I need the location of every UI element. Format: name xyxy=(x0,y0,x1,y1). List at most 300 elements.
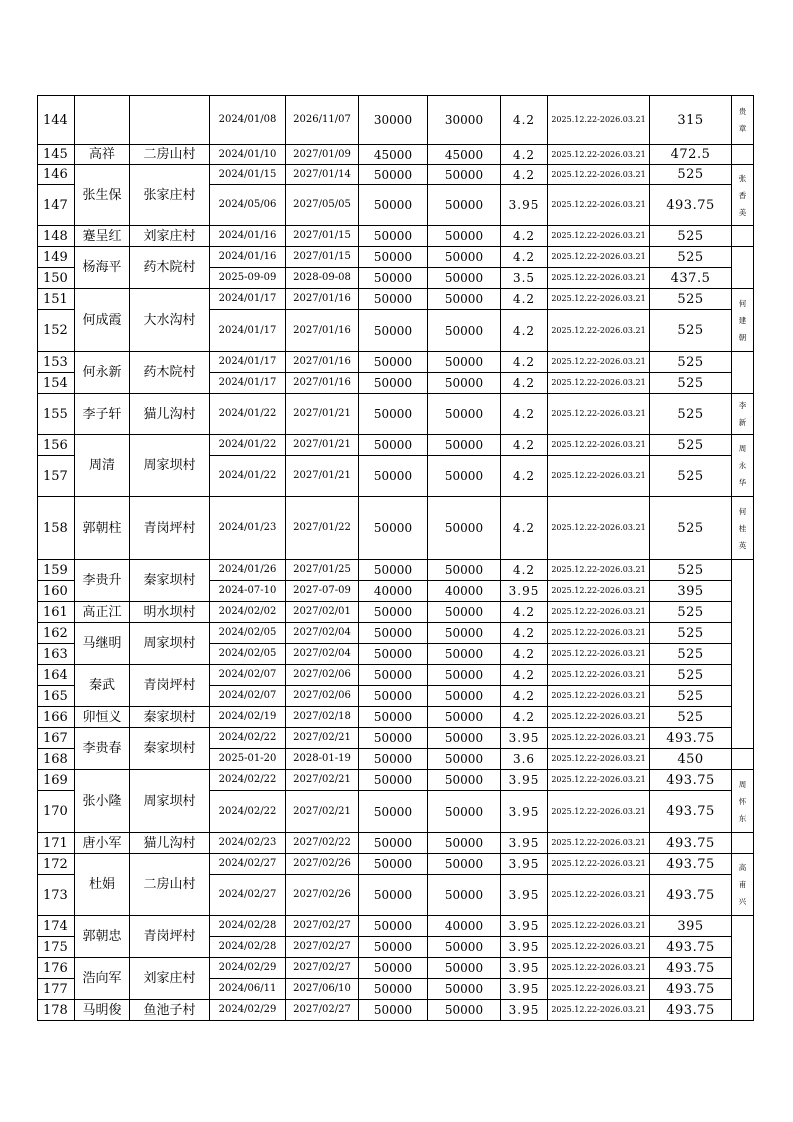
interest-rate: 4.2 xyxy=(501,686,548,707)
interest-amount: 525 xyxy=(650,435,732,456)
loan-amount: 50000 xyxy=(359,1000,428,1021)
guarantor-char: 何 xyxy=(738,298,747,308)
village-name: 青岗坪村 xyxy=(130,497,210,560)
borrower-name: 蹇呈红 xyxy=(75,226,130,247)
guarantor-char: 永 xyxy=(738,461,747,470)
interest-period: 2025.12.22-2026.03.21 xyxy=(548,686,650,707)
loan-start-date: 2024/01/26 xyxy=(210,560,286,581)
guarantor-note xyxy=(732,352,754,394)
interest-rate: 3.95 xyxy=(501,581,548,602)
village-name: 猫儿沟村 xyxy=(130,833,210,854)
loan-end-date: 2027/01/15 xyxy=(286,247,359,268)
loan-amount: 50000 xyxy=(359,854,428,875)
interest-period: 2025.12.22-2026.03.21 xyxy=(548,707,650,728)
village-name: 明水坝村 xyxy=(130,602,210,623)
borrower-name: 卯恒义 xyxy=(75,707,130,728)
guarantor-note xyxy=(732,165,754,226)
loan-end-date: 2027/02/21 xyxy=(286,728,359,749)
table-row xyxy=(38,916,754,937)
interest-amount: 525 xyxy=(650,707,732,728)
row-number: 170 xyxy=(38,791,75,833)
loan-balance: 50000 xyxy=(428,268,501,289)
interest-amount: 525 xyxy=(650,289,732,310)
interest-rate: 4.2 xyxy=(501,644,548,665)
interest-period: 2025.12.22-2026.03.21 xyxy=(548,937,650,958)
interest-amount: 493.75 xyxy=(650,854,732,875)
loan-start-date: 2024/06/11 xyxy=(210,979,286,1000)
table-row xyxy=(38,289,754,310)
loan-amount: 30000 xyxy=(359,96,428,145)
loan-amount: 50000 xyxy=(359,686,428,707)
loan-end-date: 2027/01/22 xyxy=(286,497,359,560)
loan-end-date: 2027/01/16 xyxy=(286,373,359,394)
loan-amount: 50000 xyxy=(359,979,428,1000)
loan-start-date: 2024/02/27 xyxy=(210,854,286,875)
loan-end-date: 2027/01/25 xyxy=(286,560,359,581)
loan-end-date: 2027/02/01 xyxy=(286,602,359,623)
loan-amount: 50000 xyxy=(359,165,428,185)
loan-balance: 50000 xyxy=(428,289,501,310)
guarantor-char: 桂 xyxy=(738,523,747,533)
interest-rate: 4.2 xyxy=(501,145,548,165)
borrower-name: 马继明 xyxy=(75,623,130,665)
loan-balance: 50000 xyxy=(428,833,501,854)
village-name: 刘家庄村 xyxy=(130,958,210,1000)
interest-amount: 472.5 xyxy=(650,145,732,165)
interest-amount: 525 xyxy=(650,352,732,373)
interest-amount: 493.75 xyxy=(650,728,732,749)
borrower-name: 张小隆 xyxy=(75,770,130,833)
loan-start-date: 2024/02/22 xyxy=(210,728,286,749)
table-row xyxy=(38,226,754,247)
row-number: 171 xyxy=(38,833,75,854)
guarantor-char: 英 xyxy=(738,540,747,550)
guarantor-char: 香 xyxy=(738,190,747,200)
interest-period: 2025.12.22-2026.03.21 xyxy=(548,958,650,979)
guarantor-note xyxy=(732,560,754,749)
interest-amount: 525 xyxy=(650,226,732,247)
row-number: 162 xyxy=(38,623,75,644)
village-name: 鱼池子村 xyxy=(130,1000,210,1021)
borrower-name: 何成霞 xyxy=(75,289,130,352)
interest-rate: 4.2 xyxy=(501,435,548,456)
loan-start-date: 2024/01/22 xyxy=(210,435,286,456)
loan-start-date: 2024-07-10 xyxy=(210,581,286,602)
loan-start-date: 2024/01/17 xyxy=(210,289,286,310)
table-row xyxy=(38,623,754,644)
village-name: 二房山村 xyxy=(130,854,210,916)
interest-amount: 395 xyxy=(650,581,732,602)
guarantor-note xyxy=(732,247,754,289)
interest-rate: 4.2 xyxy=(501,602,548,623)
loan-end-date: 2027/01/14 xyxy=(286,165,359,185)
row-number: 176 xyxy=(38,958,75,979)
row-number: 160 xyxy=(38,581,75,602)
loan-end-date: 2027/02/27 xyxy=(286,937,359,958)
row-number: 157 xyxy=(38,456,75,497)
loan-amount: 50000 xyxy=(359,791,428,833)
table-row xyxy=(38,602,754,623)
loan-start-date: 2024/01/23 xyxy=(210,497,286,560)
row-number: 168 xyxy=(38,749,75,770)
interest-rate: 3.95 xyxy=(501,1000,548,1021)
loan-amount: 50000 xyxy=(359,665,428,686)
loan-start-date: 2024/02/28 xyxy=(210,937,286,958)
loan-end-date: 2027/01/15 xyxy=(286,226,359,247)
interest-period: 2025.12.22-2026.03.21 xyxy=(548,728,650,749)
loan-start-date: 2024/01/22 xyxy=(210,394,286,435)
loan-amount: 50000 xyxy=(359,875,428,916)
interest-amount: 525 xyxy=(650,623,732,644)
loan-end-date: 2027/02/04 xyxy=(286,644,359,665)
guarantor-char: 新 xyxy=(738,418,747,427)
loan-amount: 50000 xyxy=(359,268,428,289)
loan-balance: 50000 xyxy=(428,958,501,979)
interest-amount: 525 xyxy=(650,247,732,268)
loan-end-date: 2027/02/18 xyxy=(286,707,359,728)
interest-rate: 3.6 xyxy=(501,749,548,770)
interest-period: 2025.12.22-2026.03.21 xyxy=(548,791,650,833)
borrower-name: 马明俊 xyxy=(75,1000,130,1021)
interest-period: 2025.12.22-2026.03.21 xyxy=(548,185,650,226)
loan-amount: 50000 xyxy=(359,749,428,770)
interest-rate: 3.95 xyxy=(501,937,548,958)
interest-amount: 525 xyxy=(650,686,732,707)
loan-end-date: 2027/01/16 xyxy=(286,289,359,310)
loan-balance: 50000 xyxy=(428,937,501,958)
loan-start-date: 2024/02/23 xyxy=(210,833,286,854)
interest-amount: 525 xyxy=(650,373,732,394)
loan-start-date: 2024/01/16 xyxy=(210,247,286,268)
interest-period: 2025.12.22-2026.03.21 xyxy=(548,560,650,581)
loan-end-date: 2027/02/21 xyxy=(286,770,359,791)
interest-rate: 3.95 xyxy=(501,833,548,854)
guarantor-note xyxy=(732,145,754,165)
row-number: 177 xyxy=(38,979,75,1000)
loan-start-date: 2024/02/29 xyxy=(210,958,286,979)
loan-end-date: 2027/01/21 xyxy=(286,394,359,435)
interest-rate: 4.2 xyxy=(501,352,548,373)
row-number: 167 xyxy=(38,728,75,749)
interest-amount: 525 xyxy=(650,644,732,665)
loan-amount: 45000 xyxy=(359,145,428,165)
interest-rate: 4.2 xyxy=(501,289,548,310)
row-number: 175 xyxy=(38,937,75,958)
interest-period: 2025.12.22-2026.03.21 xyxy=(548,665,650,686)
row-number: 166 xyxy=(38,707,75,728)
guarantor-char: 朝 xyxy=(738,332,747,342)
village-name: 药木院村 xyxy=(130,352,210,394)
village-name: 张家庄村 xyxy=(130,165,210,226)
borrower-name: 高正江 xyxy=(75,602,130,623)
table-row xyxy=(38,728,754,749)
loan-balance: 50000 xyxy=(428,623,501,644)
interest-amount: 525 xyxy=(650,560,732,581)
interest-period: 2025.12.22-2026.03.21 xyxy=(548,623,650,644)
guarantor-note xyxy=(732,435,754,497)
loan-start-date: 2024/01/17 xyxy=(210,352,286,373)
village-name: 周家坝村 xyxy=(130,770,210,833)
table-row xyxy=(38,96,754,145)
guarantor-char: 张 xyxy=(738,173,747,183)
village-name: 青岗坪村 xyxy=(130,916,210,958)
loan-amount: 50000 xyxy=(359,394,428,435)
loan-start-date: 2024/01/17 xyxy=(210,373,286,394)
loan-amount: 50000 xyxy=(359,916,428,937)
loan-end-date: 2028-09-08 xyxy=(286,268,359,289)
loan-start-date: 2024/05/06 xyxy=(210,185,286,226)
interest-period: 2025.12.22-2026.03.21 xyxy=(548,456,650,497)
borrower-name xyxy=(75,96,130,145)
loan-start-date: 2024/02/19 xyxy=(210,707,286,728)
village-name: 药木院村 xyxy=(130,247,210,289)
loan-amount: 50000 xyxy=(359,728,428,749)
loan-balance: 50000 xyxy=(428,791,501,833)
row-number: 155 xyxy=(38,394,75,435)
guarantor-char: 甫 xyxy=(738,880,747,889)
row-number: 156 xyxy=(38,435,75,456)
interest-amount: 493.75 xyxy=(650,770,732,791)
guarantor-note xyxy=(732,289,754,352)
loan-amount: 50000 xyxy=(359,247,428,268)
village-name: 刘家庄村 xyxy=(130,226,210,247)
interest-period: 2025.12.22-2026.03.21 xyxy=(548,875,650,916)
loan-end-date: 2027/02/27 xyxy=(286,958,359,979)
loan-end-date: 2027/02/04 xyxy=(286,623,359,644)
row-number: 161 xyxy=(38,602,75,623)
table-row xyxy=(38,770,754,791)
interest-rate: 4.2 xyxy=(501,226,548,247)
row-number: 159 xyxy=(38,560,75,581)
interest-period: 2025.12.22-2026.03.21 xyxy=(548,352,650,373)
village-name: 周家坝村 xyxy=(130,623,210,665)
table-row xyxy=(38,247,754,268)
loan-end-date: 2027/02/22 xyxy=(286,833,359,854)
interest-amount: 437.5 xyxy=(650,268,732,289)
loan-amount: 50000 xyxy=(359,373,428,394)
loan-end-date: 2027-07-09 xyxy=(286,581,359,602)
loan-balance: 50000 xyxy=(428,226,501,247)
loan-balance: 30000 xyxy=(428,96,501,145)
row-number: 153 xyxy=(38,352,75,373)
interest-rate: 4.2 xyxy=(501,707,548,728)
loan-balance: 50000 xyxy=(428,352,501,373)
loan-amount: 50000 xyxy=(359,958,428,979)
loan-start-date: 2024/02/29 xyxy=(210,1000,286,1021)
interest-period: 2025.12.22-2026.03.21 xyxy=(548,916,650,937)
guarantor-note xyxy=(732,916,754,1021)
borrower-name: 杨海平 xyxy=(75,247,130,289)
loan-end-date: 2027/01/16 xyxy=(286,352,359,373)
loan-balance: 50000 xyxy=(428,686,501,707)
interest-period: 2025.12.22-2026.03.21 xyxy=(548,226,650,247)
borrower-name: 浩向军 xyxy=(75,958,130,1000)
interest-amount: 493.75 xyxy=(650,875,732,916)
row-number: 150 xyxy=(38,268,75,289)
table-row xyxy=(38,435,754,456)
loan-start-date: 2024/02/27 xyxy=(210,875,286,916)
interest-amount: 525 xyxy=(650,165,732,185)
loan-start-date: 2024/01/15 xyxy=(210,165,286,185)
borrower-name: 唐小军 xyxy=(75,833,130,854)
row-number: 173 xyxy=(38,875,75,916)
borrower-name: 李子轩 xyxy=(75,394,130,435)
guarantor-char: 周 xyxy=(738,444,747,453)
interest-rate: 4.2 xyxy=(501,497,548,560)
table-row xyxy=(38,352,754,373)
interest-amount: 493.75 xyxy=(650,185,732,226)
interest-rate: 4.2 xyxy=(501,665,548,686)
loan-balance: 50000 xyxy=(428,185,501,226)
interest-period: 2025.12.22-2026.03.21 xyxy=(548,289,650,310)
guarantor-char: 高 xyxy=(738,863,747,872)
row-number: 169 xyxy=(38,770,75,791)
interest-rate: 4.2 xyxy=(501,456,548,497)
borrower-name: 李贵升 xyxy=(75,560,130,602)
borrower-name: 郭朝忠 xyxy=(75,916,130,958)
loan-balance: 50000 xyxy=(428,665,501,686)
interest-amount: 315 xyxy=(650,96,732,145)
table-row xyxy=(38,854,754,875)
loan-amount: 50000 xyxy=(359,833,428,854)
borrower-name: 郭朝柱 xyxy=(75,497,130,560)
guarantor-char: 贵 xyxy=(738,107,747,116)
interest-amount: 493.75 xyxy=(650,791,732,833)
loan-start-date: 2024/01/16 xyxy=(210,226,286,247)
table-row xyxy=(38,394,754,435)
loan-start-date: 2025-01-20 xyxy=(210,749,286,770)
interest-amount: 525 xyxy=(650,602,732,623)
interest-amount: 450 xyxy=(650,749,732,770)
loan-start-date: 2024/02/28 xyxy=(210,916,286,937)
table-row xyxy=(38,165,754,185)
guarantor-char: 章 xyxy=(738,124,747,133)
row-number: 152 xyxy=(38,310,75,352)
village-name xyxy=(130,96,210,145)
village-name: 大水沟村 xyxy=(130,289,210,352)
row-number: 147 xyxy=(38,185,75,226)
loan-balance: 50000 xyxy=(428,770,501,791)
interest-period: 2025.12.22-2026.03.21 xyxy=(548,394,650,435)
loan-end-date: 2027/02/27 xyxy=(286,916,359,937)
interest-period: 2025.12.22-2026.03.21 xyxy=(548,749,650,770)
interest-period: 2025.12.22-2026.03.21 xyxy=(548,497,650,560)
table-row xyxy=(38,497,754,560)
village-name: 青岗坪村 xyxy=(130,665,210,707)
loan-balance: 50000 xyxy=(428,394,501,435)
interest-rate: 3.95 xyxy=(501,916,548,937)
loan-amount: 50000 xyxy=(359,352,428,373)
interest-period: 2025.12.22-2026.03.21 xyxy=(548,435,650,456)
interest-rate: 3.95 xyxy=(501,728,548,749)
table-row xyxy=(38,665,754,686)
interest-period: 2025.12.22-2026.03.21 xyxy=(548,96,650,145)
loan-end-date: 2027/02/26 xyxy=(286,875,359,916)
guarantor-char: 美 xyxy=(738,207,747,217)
interest-rate: 4.2 xyxy=(501,247,548,268)
table-row xyxy=(38,707,754,728)
loan-amount: 50000 xyxy=(359,560,428,581)
loan-end-date: 2027/01/09 xyxy=(286,145,359,165)
interest-rate: 3.95 xyxy=(501,791,548,833)
interest-period: 2025.12.22-2026.03.21 xyxy=(548,310,650,352)
table-row xyxy=(38,833,754,854)
loan-start-date: 2024/01/22 xyxy=(210,456,286,497)
village-name: 秦家坝村 xyxy=(130,560,210,602)
interest-amount: 493.75 xyxy=(650,833,732,854)
loan-amount: 40000 xyxy=(359,581,428,602)
loan-amount: 50000 xyxy=(359,602,428,623)
interest-rate: 3.95 xyxy=(501,979,548,1000)
loan-balance: 50000 xyxy=(428,1000,501,1021)
loan-balance: 40000 xyxy=(428,581,501,602)
guarantor-char: 东 xyxy=(738,813,747,823)
interest-amount: 525 xyxy=(650,456,732,497)
interest-period: 2025.12.22-2026.03.21 xyxy=(548,581,650,602)
guarantor-char: 李 xyxy=(738,401,747,410)
interest-period: 2025.12.22-2026.03.21 xyxy=(548,247,650,268)
loan-start-date: 2024/01/10 xyxy=(210,145,286,165)
borrower-name: 杜娟 xyxy=(75,854,130,916)
loan-end-date: 2027/01/21 xyxy=(286,456,359,497)
loan-start-date: 2024/02/22 xyxy=(210,791,286,833)
loan-end-date: 2027/02/06 xyxy=(286,665,359,686)
interest-rate: 3.95 xyxy=(501,958,548,979)
loan-amount: 50000 xyxy=(359,310,428,352)
loan-end-date: 2027/02/27 xyxy=(286,1000,359,1021)
table-body xyxy=(38,96,754,1021)
row-number: 163 xyxy=(38,644,75,665)
interest-amount: 493.75 xyxy=(650,958,732,979)
loan-end-date: 2027/06/10 xyxy=(286,979,359,1000)
loan-end-date: 2026/11/07 xyxy=(286,96,359,145)
guarantor-char: 怀 xyxy=(738,796,747,806)
interest-period: 2025.12.22-2026.03.21 xyxy=(548,1000,650,1021)
loan-start-date: 2024/02/05 xyxy=(210,623,286,644)
loan-balance: 50000 xyxy=(428,602,501,623)
interest-rate: 4.2 xyxy=(501,373,548,394)
guarantor-note xyxy=(732,394,754,435)
interest-amount: 525 xyxy=(650,310,732,352)
interest-rate: 4.2 xyxy=(501,394,548,435)
row-number: 154 xyxy=(38,373,75,394)
guarantor-char: 建 xyxy=(738,315,747,325)
loan-amount: 50000 xyxy=(359,497,428,560)
loan-amount: 50000 xyxy=(359,435,428,456)
loan-balance: 45000 xyxy=(428,145,501,165)
loan-balance: 50000 xyxy=(428,644,501,665)
borrower-name: 李贵春 xyxy=(75,728,130,770)
row-number: 148 xyxy=(38,226,75,247)
loan-start-date: 2025-09-09 xyxy=(210,268,286,289)
interest-amount: 525 xyxy=(650,665,732,686)
loan-amount: 50000 xyxy=(359,937,428,958)
loan-balance: 50000 xyxy=(428,875,501,916)
village-name: 二房山村 xyxy=(130,145,210,165)
borrower-name: 周清 xyxy=(75,435,130,497)
loan-balance: 50000 xyxy=(428,247,501,268)
loan-balance: 50000 xyxy=(428,456,501,497)
guarantor-note xyxy=(732,833,754,854)
row-number: 164 xyxy=(38,665,75,686)
interest-period: 2025.12.22-2026.03.21 xyxy=(548,165,650,185)
interest-amount: 525 xyxy=(650,497,732,560)
loan-balance: 50000 xyxy=(428,310,501,352)
loan-start-date: 2024/02/07 xyxy=(210,665,286,686)
village-name: 猫儿沟村 xyxy=(130,394,210,435)
interest-period: 2025.12.22-2026.03.21 xyxy=(548,373,650,394)
guarantor-note xyxy=(732,854,754,916)
